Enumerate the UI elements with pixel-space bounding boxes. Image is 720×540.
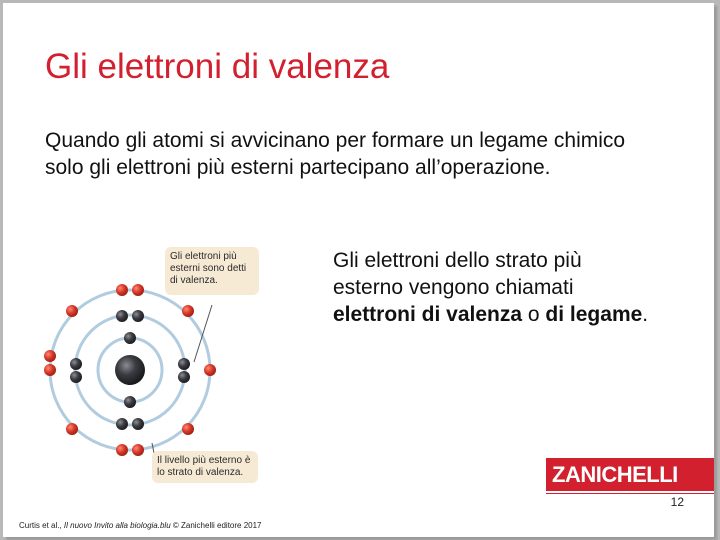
middle-electron [132, 310, 144, 322]
valence-description [333, 247, 653, 328]
valence-electron [116, 284, 128, 296]
valence-electron [132, 284, 144, 296]
valence-electron [132, 444, 144, 456]
middle-electron [132, 418, 144, 430]
description-part-3: . [642, 303, 649, 326]
inner-electron [124, 332, 136, 344]
publisher-logo: ZANICHELLI [546, 458, 714, 491]
description-part-1: Gli elettroni dello strato più esterno vengono chiamati [333, 249, 582, 299]
footer-credit [19, 521, 262, 530]
middle-electron [70, 371, 82, 383]
inner-electron [124, 396, 136, 408]
intro-text: Quando gli atomi si avvicinano per formare un legame chimico solo gli elettroni più esterni partecipano all’operazione. [45, 129, 626, 179]
middle-electron [116, 418, 128, 430]
middle-electron [178, 371, 190, 383]
middle-electron [178, 358, 190, 370]
description-part-2: o [522, 303, 546, 326]
nucleus [115, 355, 145, 385]
middle-electron [116, 310, 128, 322]
valence-electron [44, 364, 56, 376]
valence-electron [204, 364, 216, 376]
valence-electron [182, 423, 194, 435]
callout-valence-shell: Il livello più esterno è lo strato di valenza. [152, 451, 258, 483]
valence-electron [66, 305, 78, 317]
valence-electron [66, 423, 78, 435]
logo-divider [546, 493, 714, 494]
middle-electron [70, 358, 82, 370]
term-bond: di legame [545, 303, 643, 326]
page-number: 12 [670, 495, 684, 509]
slide-title: Gli elettroni di valenza [45, 47, 390, 86]
footer-book-title: Il nuovo Invito alla biologia.blu [63, 521, 171, 530]
footer-publisher: © Zanichelli editore 2017 [170, 521, 262, 530]
valence-electron [116, 444, 128, 456]
term-valence-electrons: elettroni di valenza [333, 303, 523, 326]
valence-electron [182, 305, 194, 317]
slide [3, 3, 714, 537]
valence-electron [44, 350, 56, 362]
footer-authors: Curtis et al., [19, 521, 64, 530]
callout-valence-electrons: Gli elettroni più esterni sono detti di valenza. [165, 247, 259, 295]
